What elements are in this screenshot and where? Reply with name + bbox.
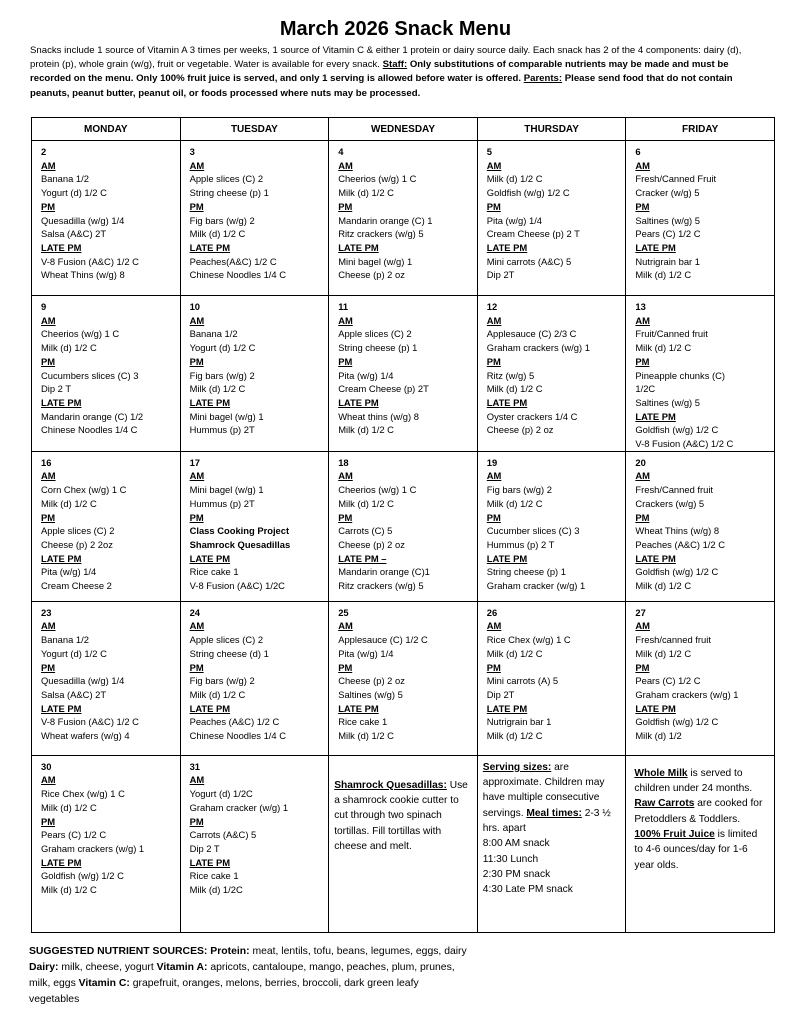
header-row: [32, 118, 775, 141]
snack-period-label: PM: [635, 200, 650, 212]
snack-period-label: PM: [41, 511, 56, 523]
day-cell: [329, 141, 478, 296]
snack-item: Salsa (A&C) 2T: [41, 688, 107, 700]
protein-text: meat, lentils, tofu, beans, legumes, eggs, dairy: [252, 946, 467, 957]
dairy-label: Dairy:: [29, 962, 59, 973]
serving-note: [483, 760, 620, 898]
day-cell: [626, 141, 775, 296]
day-cell: [180, 296, 329, 452]
vitamin-c-label: Vitamin C:: [78, 978, 130, 989]
snack-item: Graham cracker (w/g) 1: [189, 801, 289, 813]
snack-period-label: PM: [338, 511, 353, 523]
day-number: 17: [189, 456, 201, 468]
day-number: 3: [189, 146, 195, 157]
snack-item: Cucumbers slices (C) 3: [41, 369, 139, 381]
snack-period-label: PM: [41, 815, 56, 827]
day-header-wednesday: WEDNESDAY: [329, 118, 478, 141]
snack-period-label: PM: [189, 200, 204, 212]
vitamin-a-label: Vitamin A:: [156, 962, 208, 973]
snack-item: Rice Chex (w/g) 1 C: [486, 634, 571, 646]
snack-period-label: LATE PM: [41, 241, 82, 253]
snack-item: Cheese (p) 2 oz: [338, 538, 405, 550]
snack-item: Milk (d) 1/2C: [189, 884, 243, 896]
snack-item: Peaches(A&C) 1/2 C: [189, 255, 277, 267]
snack-item: Pineapple chunks (C): [635, 369, 726, 381]
snack-period-label: AM: [486, 159, 502, 171]
snack-item: Milk (d) 1/2: [635, 730, 682, 742]
snack-period-label: PM: [635, 511, 650, 523]
snack-item: String cheese (p) 1: [189, 187, 269, 199]
snack-item: Ritz (w/g) 5: [486, 369, 535, 381]
whole-milk-text: is served to children under 24 months.: [634, 767, 753, 795]
day-number: 11: [338, 301, 349, 312]
snack-period-label: AM: [189, 470, 205, 482]
snack-period-label: AM: [41, 314, 56, 326]
snack-period-label: PM: [41, 355, 56, 367]
snack-item: Cheerios (w/g) 1 C: [338, 484, 417, 496]
snack-item: 1/2C: [635, 383, 656, 395]
snack-item: Pears (C) 1/2 C: [635, 228, 701, 240]
snack-item: Pita (w/g) 1/4: [338, 647, 394, 659]
day-number: 13: [635, 301, 646, 312]
snack-item: Dip 2 T: [41, 383, 72, 395]
snack-item: Carrots (A&C) 5: [189, 829, 257, 841]
day-cell: [32, 296, 181, 452]
snack-item: Wheat Thins (w/g) 8: [41, 269, 125, 281]
day-number: 20: [635, 456, 646, 468]
snack-item: Crackers (w/g) 5: [635, 497, 705, 509]
snack-item: Graham crackers (w/g) 1: [41, 842, 145, 854]
snack-item: Milk (d) 1/2 C: [486, 173, 543, 185]
snack-item: Milk (d) 1/2 C: [486, 383, 543, 395]
staff-text: Only substitutions of comparable nutrients may be made and must be recorded on the menu. Only 100% fruit juice is served, and only 1 serving is allowed before water is offered.: [30, 59, 729, 85]
snack-item: Banana 1/2: [41, 634, 89, 646]
meal-times-title: Meal times:: [526, 807, 582, 819]
day-cell: [32, 141, 181, 296]
raw-carrots-text: are cooked for Pretoddlers & Toddlers.: [634, 798, 763, 825]
snack-period-label: LATE PM: [338, 702, 379, 714]
day-cell: [477, 451, 626, 601]
snack-item: Nutrigrain bar 1: [635, 255, 700, 267]
snack-item: Saltines (w/g) 5: [635, 214, 700, 226]
snack-item: Mandarin orange (C) 1: [338, 214, 433, 226]
snack-period-label: AM: [338, 470, 353, 482]
snack-item: Pears (C) 1/2 C: [41, 829, 107, 841]
snack-item: Graham crackers (w/g) 1: [635, 688, 739, 700]
snack-period-label: PM: [635, 661, 650, 673]
fruit-juice-text: is limited to 4-6 ounces/day for 1-6 year olds.: [634, 828, 758, 871]
whole-milk-title: Whole Milk: [634, 767, 688, 779]
week-row: [32, 296, 775, 452]
snack-item: Apple slices (C) 2: [338, 328, 412, 340]
snack-item: Apple slices (C) 2: [41, 525, 115, 537]
snack-item: Milk (d) 1/2 C: [338, 497, 394, 509]
day-cell: [180, 601, 329, 755]
snack-item: Ritz crackers (w/g) 5: [338, 580, 424, 592]
snack-item: Peaches (A&C) 1/2 C: [189, 716, 280, 728]
snack-period-label: AM: [41, 774, 56, 786]
snack-period-label: PM: [338, 355, 353, 367]
snack-item: Milk (d) 1/2 C: [635, 580, 692, 592]
snack-item: Pita (w/g) 1/4: [486, 214, 543, 226]
snack-period-label: AM: [189, 774, 205, 786]
snack-item: Milk (d) 1/2 C: [486, 647, 543, 659]
snack-period-label: AM: [486, 620, 502, 632]
day-cell: [180, 755, 329, 932]
snack-item: Apple slices (C) 2: [189, 634, 264, 646]
snack-item: Hummus (p) 2 T: [486, 538, 555, 550]
snack-period-label: PM: [486, 200, 501, 212]
day-number: 4: [338, 146, 344, 157]
day-number: 19: [486, 456, 498, 468]
day-number: 18: [338, 456, 349, 468]
snack-period-label: PM: [189, 511, 204, 523]
snack-item: Nutrigrain bar 1: [486, 716, 552, 728]
snack-period-label: LATE PM: [41, 856, 82, 868]
snack-item: Cheese (p) 2 2oz: [41, 538, 113, 550]
snack-item: Goldfish (w/g) 1/2 C: [635, 424, 719, 436]
snack-period-label: AM: [41, 470, 56, 482]
snack-period-label: AM: [338, 620, 353, 632]
snack-item: Pita (w/g) 1/4: [41, 566, 97, 578]
snack-item: Fruit/Canned fruit: [635, 328, 708, 340]
parents-label: Parents:: [523, 73, 563, 85]
dairy-text: milk, cheese, yogurt: [61, 962, 154, 973]
day-cell: [180, 451, 329, 601]
snack-period-label: PM: [486, 355, 501, 367]
snack-item: Mini carrots (A&C) 5: [486, 255, 572, 267]
snack-item: Wheat Thins (w/g) 8: [635, 525, 720, 537]
snack-item: Pears (C) 1/2 C: [635, 675, 701, 687]
day-header-thursday: THURSDAY: [477, 118, 626, 141]
snack-item: Mini bagel (w/g) 1: [189, 484, 264, 496]
fruit-juice-title: 100% Fruit Juice: [634, 828, 715, 840]
milk-note-cell: [626, 755, 775, 932]
snack-item: Fig bars (w/g) 2: [486, 484, 552, 496]
snack-period-label: AM: [486, 314, 502, 326]
snack-item: V-8 Fusion (A&C) 1/2C: [189, 580, 285, 592]
snack-period-label: AM: [635, 314, 650, 326]
snack-item: Cucumber slices (C) 3: [486, 525, 580, 537]
protein-label: Protein:: [210, 946, 250, 957]
snack-item: Applesauce (C) 2/3 C: [486, 328, 577, 340]
snack-item: Goldfish (w/g) 1/2 C: [41, 870, 124, 882]
day-cell: [32, 601, 181, 755]
snack-item: Banana 1/2: [41, 173, 89, 185]
week-row: [32, 451, 775, 601]
suggested-nutrient-sources: [29, 944, 469, 1008]
snack-item: Carrots (C) 5: [338, 525, 393, 537]
snack-item: Milk (d) 1/2 C: [338, 187, 394, 199]
snack-item: Dip 2 T: [189, 842, 220, 854]
snack-item: Fresh/canned fruit: [635, 634, 711, 646]
snack-item: Saltines (w/g) 5: [338, 688, 403, 700]
snack-period-label: LATE PM: [338, 241, 379, 253]
snack-period-label: LATE PM: [635, 552, 676, 564]
snack-item: Apple slices (C) 2: [189, 173, 264, 185]
snack-period-label: AM: [338, 314, 353, 326]
suggested-heading: SUGGESTED NUTRIENT SOURCES:: [29, 946, 208, 957]
vitamin-a-text: apricots, cantaloupe, mango, peaches, plum, prunes, milk, eggs: [29, 962, 455, 989]
snack-item: Milk (d) 1/2 C: [189, 228, 246, 240]
snack-period-label: LATE PM: [41, 702, 82, 714]
snack-item: Goldfish (w/g) 1/2 C: [635, 566, 719, 578]
snack-item: Ritz crackers (w/g) 5: [338, 228, 424, 240]
snack-item: Fig bars (w/g) 2: [189, 369, 255, 381]
shamrock-note-title: Shamrock Quesadillas:: [334, 779, 447, 791]
day-number: 5: [486, 146, 492, 157]
snack-period-label: AM: [486, 470, 502, 482]
snack-period-label: AM: [635, 620, 650, 632]
day-number: 9: [41, 301, 47, 312]
meal-time-item: 11:30 Lunch: [482, 853, 539, 865]
snack-period-label: LATE PM: [635, 702, 676, 714]
snack-item: Rice cake 1: [338, 716, 388, 728]
day-cell: [329, 601, 478, 755]
snack-item: Milk (d) 1/2 C: [189, 383, 246, 395]
snack-period-label: AM: [189, 314, 205, 326]
snack-period-label: PM: [41, 661, 56, 673]
snack-item: Class Cooking Project: [189, 525, 290, 537]
snack-item: Applesauce (C) 1/2 C: [338, 634, 428, 646]
snack-item: Wheat wafers (w/g) 4: [41, 730, 130, 742]
snack-item: Cheerios (w/g) 1 C: [338, 173, 417, 185]
snack-item: Saltines (w/g) 5: [635, 396, 700, 408]
day-number: 16: [41, 456, 52, 468]
snack-period-label: LATE PM: [189, 396, 231, 408]
week-row: [32, 755, 775, 932]
snack-period-label: AM: [41, 159, 56, 171]
snack-item: Milk (d) 1/2 C: [41, 884, 97, 896]
meal-times-text: 2-3 ½ hrs. apart: [482, 807, 611, 834]
snack-period-label: PM: [189, 661, 204, 673]
snack-item: String cheese (p) 1: [486, 566, 566, 578]
snack-item: Quesadilla (w/g) 1/4: [41, 214, 125, 226]
snack-item: Cream Cheese (p) 2 T: [486, 228, 580, 240]
snack-item: Milk (d) 1/2 C: [635, 342, 692, 354]
shamrock-note-text: Use a shamrock cookie cutter to cut through two spinach tortillas. Fill tortillas with cheese and melt.: [334, 779, 468, 852]
snack-item: Rice Chex (w/g) 1 C: [41, 788, 125, 800]
snack-item: Pita (w/g) 1/4: [338, 369, 394, 381]
milk-carrot-juice-note: [634, 766, 768, 873]
snack-period-label: LATE PM: [189, 702, 231, 714]
snack-item: Milk (d) 1/2 C: [635, 269, 692, 281]
snack-item: Cheese (p) 2 oz: [338, 269, 405, 281]
snack-item: Milk (d) 1/2 C: [635, 647, 692, 659]
serving-note-cell: [477, 755, 626, 932]
snack-period-label: AM: [189, 159, 205, 171]
snack-item: Milk (d) 1/2 C: [41, 342, 97, 354]
snack-item: Cracker (w/g) 5: [635, 187, 700, 199]
snack-item: Corn Chex (w/g) 1 C: [41, 484, 127, 496]
day-number: 31: [189, 760, 201, 772]
snack-item: Peaches (A&C) 1/2 C: [635, 538, 725, 550]
day-cell: [329, 451, 478, 601]
snack-item: Chinese Noodles 1/4 C: [41, 424, 138, 436]
day-header-tuesday: TUESDAY: [180, 118, 329, 141]
snack-item: Fresh/Canned Fruit: [635, 173, 717, 185]
snack-item: Wheat thins (w/g) 8: [338, 410, 419, 422]
snack-item: Fig bars (w/g) 2: [189, 675, 255, 687]
snack-item: Mandarin orange (C)1: [338, 566, 430, 578]
day-number: 26: [486, 606, 498, 618]
snack-period-label: PM: [41, 200, 56, 212]
snack-period-label: PM: [338, 200, 353, 212]
snack-item: Quesadilla (w/g) 1/4: [41, 675, 125, 687]
snack-item: Chinese Noodles 1/4 C: [189, 730, 287, 742]
intro-paragraph: [30, 44, 765, 101]
day-cell: [477, 141, 626, 296]
week-row: [32, 141, 775, 296]
snack-item: Cheese (p) 2 oz: [338, 675, 405, 687]
meal-time-item: 4:30 Late PM snack: [482, 884, 573, 896]
snack-period-label: LATE PM –: [338, 552, 387, 564]
day-number: 6: [635, 146, 641, 157]
snack-period-label: LATE PM: [486, 241, 528, 253]
snack-period-label: LATE PM: [635, 241, 676, 253]
snack-period-label: LATE PM: [338, 396, 379, 408]
snack-period-label: AM: [338, 159, 353, 171]
snack-item: Yogurt (d) 1/2 C: [41, 187, 107, 199]
snack-period-label: LATE PM: [486, 702, 528, 714]
snack-item: Milk (d) 1/2 C: [41, 801, 97, 813]
snack-item: Yogurt (d) 1/2 C: [41, 647, 107, 659]
snack-item: Chinese Noodles 1/4 C: [189, 269, 287, 281]
day-cell: [180, 141, 329, 296]
snack-period-label: LATE PM: [41, 396, 82, 408]
parents-text: Please send food that do not contain peanuts, peanut butter, peanut oil, or foods processed where nuts may be processed.: [30, 73, 733, 99]
snack-period-label: PM: [486, 511, 501, 523]
snack-item: Banana 1/2: [189, 328, 238, 340]
day-header-monday: MONDAY: [32, 118, 181, 141]
day-cell: [477, 601, 626, 755]
snack-period-label: PM: [189, 355, 204, 367]
snack-period-label: PM: [338, 661, 353, 673]
day-cell: [626, 601, 775, 755]
intro-text: Snacks include 1 source of Vitamin A 3 times per weeks, 1 source of Vitamin C & either 1 protein or dairy source daily. Each snack has 2 of the 4 components: dairy (d), protein (p), whole grain (w/g), fruit or vegetable. Water is available for every snack.: [30, 45, 742, 71]
snack-item: Dip 2T: [486, 269, 515, 281]
snack-item: Milk (d) 1/2 C: [338, 424, 394, 436]
day-cell: [32, 755, 181, 932]
snack-period-label: LATE PM: [189, 241, 231, 253]
vitamin-c-text: grapefruit, oranges, melons, berries, broccoli, dark green leafy vegetables: [29, 978, 419, 1005]
snack-item: V-8 Fusion (A&C) 1/2 C: [635, 438, 734, 450]
snack-item: Milk (d) 1/2 C: [486, 497, 543, 509]
menu-table: [31, 117, 775, 933]
snack-item: Cheerios (w/g) 1 C: [41, 328, 120, 340]
day-cell: [329, 296, 478, 452]
snack-item: String cheese (p) 1: [338, 342, 418, 354]
day-cell: [32, 451, 181, 601]
snack-period-label: AM: [189, 620, 205, 632]
snack-period-label: AM: [635, 159, 650, 171]
day-number: 27: [635, 606, 646, 618]
page-title: March 2026 Snack Menu: [279, 18, 512, 40]
snack-item: Goldfish (w/g) 1/2 C: [486, 187, 570, 199]
day-number: 10: [189, 301, 201, 312]
snack-item: Cheese (p) 2 oz: [486, 424, 554, 436]
snack-period-label: PM: [189, 815, 204, 827]
snack-item: Milk (d) 1/2 C: [41, 497, 97, 509]
day-number: 23: [41, 606, 52, 618]
snack-item: Salsa (A&C) 2T: [41, 228, 107, 240]
snack-item: Goldfish (w/g) 1/2 C: [635, 716, 719, 728]
snack-item: String cheese (d) 1: [189, 647, 269, 659]
snack-item: Milk (d) 1/2 C: [486, 730, 543, 742]
shamrock-note: [334, 778, 471, 854]
snack-item: Shamrock Quesadillas: [189, 538, 291, 550]
meal-time-item: 2:30 PM snack: [482, 868, 551, 880]
snack-item: Hummus (p) 2T: [189, 497, 255, 509]
snack-period-label: AM: [41, 620, 56, 632]
snack-period-label: LATE PM: [635, 410, 676, 422]
snack-period-label: LATE PM: [486, 396, 528, 408]
serving-note-text: are approximate. Children may have multiple consecutive servings.: [482, 761, 605, 819]
day-header-friday: FRIDAY: [626, 118, 775, 141]
snack-item: Dip 2T: [486, 688, 515, 700]
snack-period-label: PM: [635, 355, 650, 367]
snack-item: Mini bagel (w/g) 1: [338, 255, 413, 267]
snack-item: Cream Cheese (p) 2T: [338, 383, 429, 395]
meal-time-item: 8:00 AM snack: [482, 838, 550, 850]
snack-item: V-8 Fusion (A&C) 1/2 C: [41, 255, 139, 267]
raw-carrots-title: Raw Carrots: [634, 798, 695, 810]
snack-item: Mini carrots (A) 5: [486, 675, 559, 687]
snack-period-label: LATE PM: [189, 552, 231, 564]
day-number: 25: [338, 606, 349, 618]
snack-item: Cream Cheese 2: [41, 580, 112, 592]
snack-item: Graham cracker (w/g) 1: [486, 580, 586, 592]
snack-period-label: PM: [486, 661, 501, 673]
week-row: [32, 601, 775, 755]
snack-item: Oyster crackers 1/4 C: [486, 410, 578, 422]
snack-period-label: LATE PM: [41, 552, 82, 564]
snack-item: Mandarin orange (C) 1/2: [41, 410, 144, 422]
snack-item: V-8 Fusion (A&C) 1/2 C: [41, 716, 139, 728]
day-number: 12: [486, 301, 498, 312]
day-number: 24: [189, 606, 201, 618]
snack-period-label: LATE PM: [189, 856, 231, 868]
day-number: 30: [41, 760, 52, 772]
snack-item: Yogurt (d) 1/2C: [189, 788, 253, 800]
day-cell: [477, 296, 626, 452]
snack-item: Rice cake 1: [189, 870, 239, 882]
snack-item: Fresh/Canned fruit: [635, 484, 714, 496]
snack-item: Graham crackers (w/g) 1: [486, 342, 590, 354]
snack-item: Milk (d) 1/2 C: [189, 688, 246, 700]
day-cell: [626, 451, 775, 601]
snack-item: Mini bagel (w/g) 1: [189, 410, 264, 422]
shamrock-note-cell: [329, 755, 478, 932]
snack-item: Hummus (p) 2T: [189, 424, 255, 436]
day-number: 2: [41, 146, 47, 157]
snack-item: Yogurt (d) 1/2 C: [189, 342, 256, 354]
snack-item: Milk (d) 1/2 C: [338, 730, 394, 742]
day-cell: [626, 296, 775, 452]
staff-label: Staff:: [382, 59, 408, 71]
snack-period-label: LATE PM: [486, 552, 528, 564]
snack-period-label: AM: [635, 470, 650, 482]
snack-item: Rice cake 1: [189, 566, 239, 578]
snack-item: Fig bars (w/g) 2: [189, 214, 255, 226]
serving-note-title: Serving sizes:: [482, 761, 552, 773]
